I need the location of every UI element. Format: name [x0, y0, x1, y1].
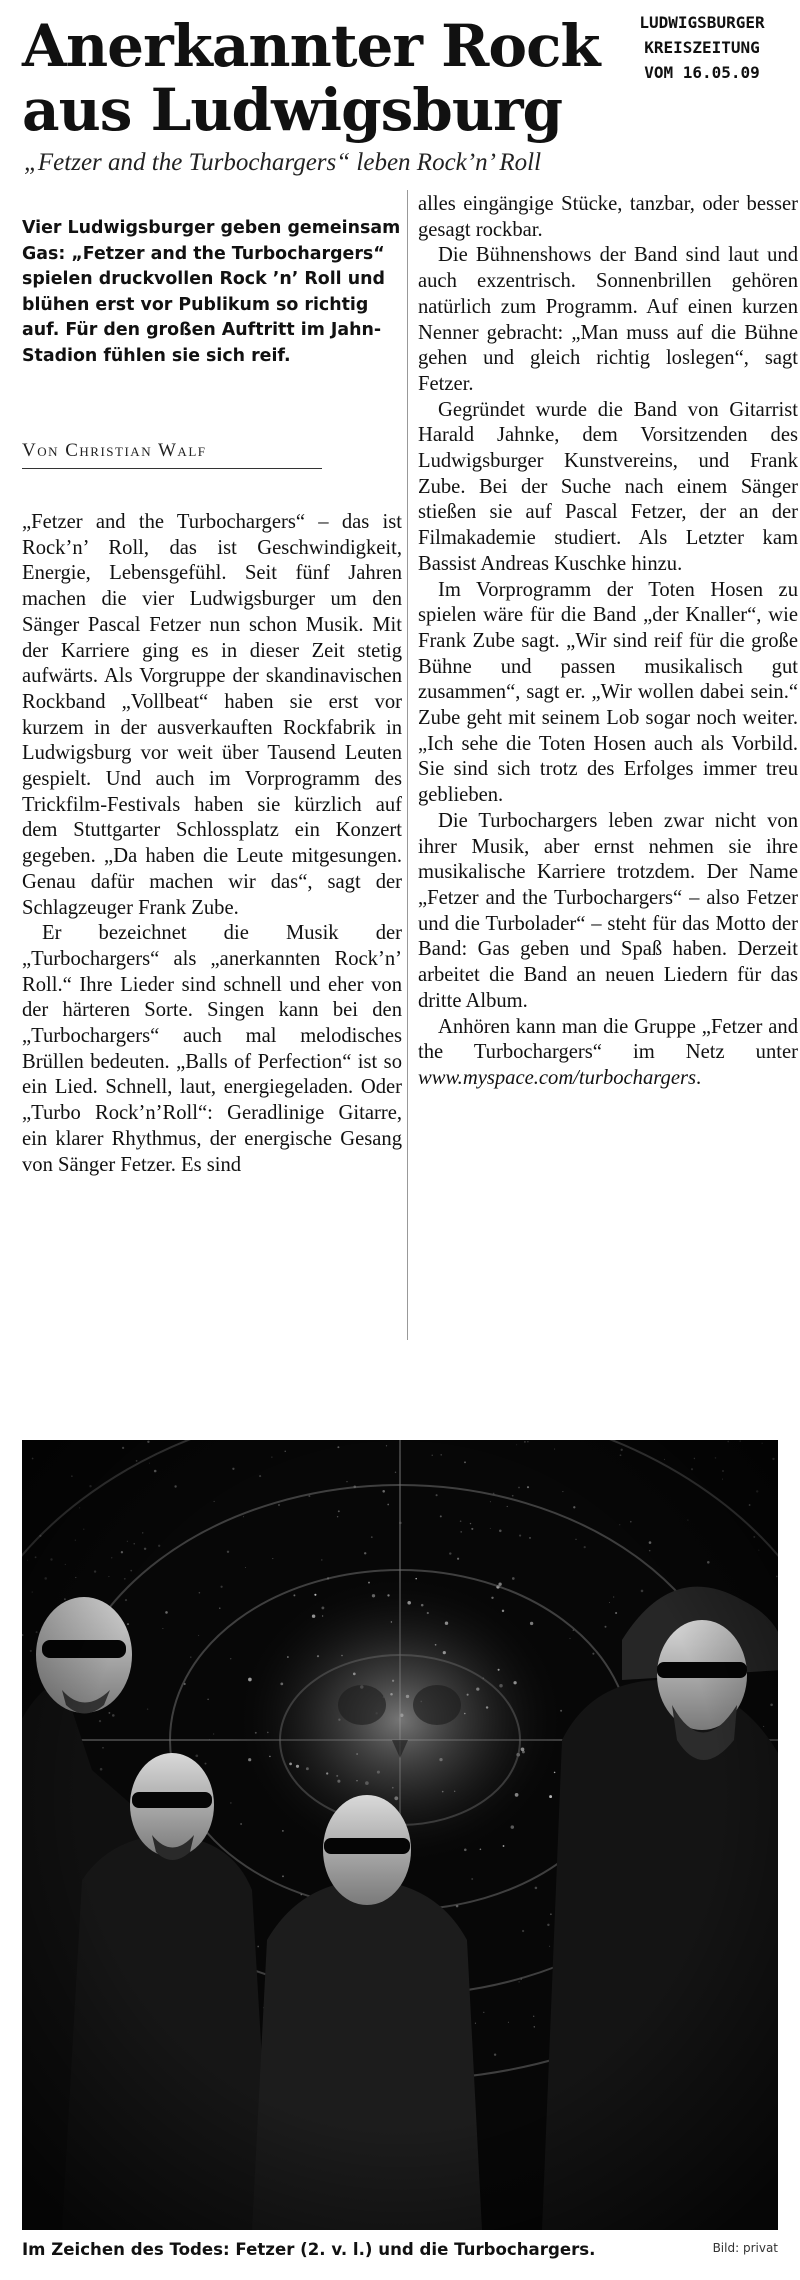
- body-paragraph: Im Vorprogramm der Toten Hosen zu spielen wäre für die Band „der Knaller“, wie Frank Zube sagt. „Wir sind reif für die große Bühne und passen musikalisch gut zusammen“, sagt er. „Wir wollen dabei sein.“ Zube geht mit seinem Lob sogar noch weiter. „Ich sehe die Toten Hosen auch als Vorbild. Sie sind sich trotz des Erfolges immer treu geblieben.: [418, 578, 798, 807]
- headline: [22, 14, 622, 142]
- body-paragraph: Er bezeichnet die Musik der „Turbochargers“ als „anerkannten Rock’n’ Roll.“ Ihre Lieder sind schnell und eher von der härteren Sorte. Singen kann bei den „Turbochargers“ auch mal melodisches Brüllen bedeuten. „Balls of Perfection“ ist so ein Lied. Schnell, laut, energiegeladen. Oder „Turbo Rock’n’Roll“: Geradlinige Gitarre, ein klarer Rhythmus, der energische Gesang von Sänger Fetzer. Es sind: [22, 922, 402, 1176]
- closing-paragraph: [418, 1015, 798, 1092]
- lead-paragraph: Vier Ludwigsburger geben gemeinsam Gas: „Fetzer and the Turbochargers“ spielen druckvollen Rock ’n’ Roll und blühen erst vor Publikum so richtig auf. Für den großen Auftritt im Jahn-Stadion fühlen sie sich reif.: [22, 218, 401, 366]
- photo-credit: Bild: privat: [712, 2241, 778, 2255]
- body-paragraph: Die Bühnenshows der Band sind laut und auch exzentrisch. Sonnenbrillen gehören natürlich zum Programm. Auf einen kurzen Nenner gebracht: „Man muss auf die Bühne gehen und gleich richtig loslegen“, sagt Fetzer.: [418, 244, 798, 395]
- headline-line-2: aus Ludwigsburg: [22, 76, 563, 144]
- body-paragraph: alles eingängige Stücke, tanzbar, oder besser gesagt rockbar.: [418, 193, 798, 241]
- band-photo: [22, 1440, 778, 2230]
- body-paragraph: Die Turbochargers leben zwar nicht von ihrer Musik, aber ernst nehmen sie ihre musikalische Karriere trotzdem. Der Name „Fetzer and the Turbochargers“ – also Fetzer und die Turbolader“ – steht für das Motto der Band: Gas geben und Spaß haben. Derzeit arbeitet die Band an neuen Liedern für das dritte Album.: [418, 809, 798, 1012]
- source-stamp: [612, 10, 792, 85]
- closing-text: Anhören kann man die Gruppe „Fetzer and the Turbochargers“ im Netz unter: [418, 1015, 798, 1064]
- headline-line-1: Anerkannter Rock: [22, 12, 600, 80]
- column-divider: [407, 190, 408, 1340]
- right-column: [418, 192, 798, 1092]
- body-paragraph: „Fetzer and the Turbochargers“ – das ist Rock’n’ Roll, das ist Geschwindigkeit, Energie, Lebensgefühl. Seit fünf Jahren machen die vier Ludwigsburger um den Sänger Pascal Fetzer nun schon Musik. Mit der Karriere ging es in dieser Zeit stetig aufwärts. Als Vorgruppe der skandinavischen Rockband „Vollbeat“ haben sie erst vor kurzem in der ausverkauften Rockfabrik in Ludwigsburg vor weit über Tausend Leuten gespielt. Und auch im Vorprogramm des Trickfilm-Festivals haben sie kürzlich auf dem Stuttgarter Schlossplatz ein Konzert gegeben. „Da haben die Leute mitgesungen. Genau dafür machen wir das“, sagt der Schlagzeuger Frank Zube.: [22, 511, 402, 919]
- body-paragraph: Gegründet wurde die Band von Gitarrist Harald Jahnke, dem Vorsitzenden des Ludwigsburger Kunstvereins, und Frank Zube. Bei der Suche nach einem Sänger stießen sie auf Pascal Fetzer, der an der Filmakademie studiert. Als Letzter kam Bassist Andreas Kuschke hinzu.: [418, 398, 798, 575]
- photo-caption: Im Zeichen des Todes: Fetzer (2. v. l.) und die Turbochargers.: [22, 2240, 596, 2259]
- stamp-line-1: LUDWIGSBURGER: [639, 13, 765, 32]
- byline: Von Christian Walf: [22, 440, 322, 469]
- closing-end: .: [696, 1066, 702, 1089]
- band-photo-illustration: [22, 1440, 778, 2230]
- left-column: [22, 510, 402, 1178]
- stamp-line-3: VOM 16.05.09: [644, 63, 760, 82]
- myspace-link[interactable]: www.myspace.com/turbochargers: [418, 1066, 696, 1089]
- stamp-line-2: KREISZEITUNG: [644, 38, 760, 57]
- subheadline: „Fetzer and the Turbochargers“ leben Rock’n’ Roll: [24, 149, 542, 176]
